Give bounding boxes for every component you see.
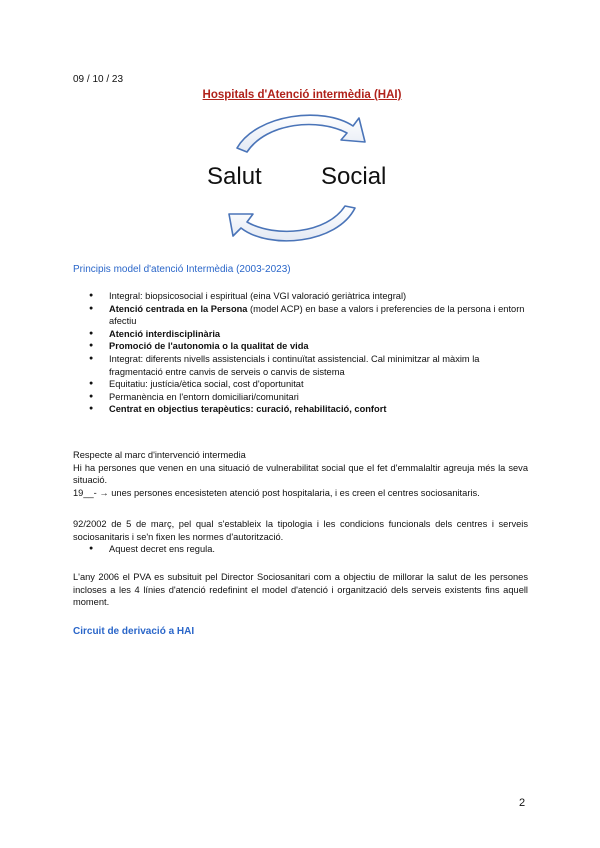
page-number: 2	[519, 797, 526, 809]
paragraph-line: Respecte al marc d'intervenció intermedia	[73, 450, 246, 460]
list-item: ● Equitatiu: justícia/ètica social, cost d'oportunitat	[73, 378, 528, 391]
principis-list	[73, 290, 528, 416]
list-item: ● Integrat: diferents nivells assistencials i continuïtat assistencial. Cal minimitzar al màxim la fragmentació entre canvis de serveis o canvis de sistema	[73, 353, 528, 378]
list-item: ● Permanència en l'entorn domiciliari/comunitari	[73, 391, 528, 404]
top-cycle-arrow	[237, 115, 365, 152]
paragraph-2006	[73, 571, 528, 609]
paragraph-line: L'any 2006 el PVA es subsituit pel Director Sociosanitari com a objectiu de millorar la salut de les persones incloses a les 4 línies d'atenció redefinint el model d'atenció i organització dels serveis existents fins aquell moment.	[73, 572, 528, 608]
page-title-text: Hospitals d'Atenció intermèdia (HAI)	[202, 89, 402, 101]
list-item: ● Atenció interdisciplinària	[73, 328, 528, 341]
section-heading-circuit: Circuit de derivació a HAI	[73, 626, 195, 637]
paragraph-line: 19__- → unes persones encesisteten atenció post hospitalaria, i es creen el centres sociosanitaris.	[73, 487, 480, 498]
salut-social-diagram	[195, 108, 410, 248]
diagram-word-social: Social	[321, 163, 387, 190]
list-item: ● Centrat en objectius terapèutics: curació, rehabilitació, confort	[73, 403, 528, 416]
paragraph-decret	[73, 518, 528, 556]
page-title	[0, 89, 600, 101]
bottom-cycle-arrow	[229, 206, 355, 241]
diagram-word-salut: Salut	[207, 163, 262, 190]
section-heading-principis: Principis model d'atenció Intermèdia (2003-2023)	[73, 264, 291, 275]
paragraph-line: 92/2002 de 5 de març, pel qual s'estableix la tipologia i les condicions funcionals dels centres i serveis sociosanitaris i se'n fixen les normes d'autorització.	[73, 519, 528, 542]
paragraph-line: Hi ha persones que venen en una situació de vulnerabilitat social que el fet d'emmalaltir agreuja més la seva situació.	[73, 462, 528, 486]
date: 09 / 10 / 23	[73, 74, 124, 85]
list-item: ● Promoció de l'autonomia o la qualitat de vida	[73, 340, 528, 353]
list-item: ● Aquest decret ens regula.	[73, 543, 528, 556]
list-item: ● Atenció centrada en la Persona (model ACP) en base a valors i preferencies de la persona i entorn afectiu	[73, 303, 528, 328]
list-item: ● Integral: biopsicosocial i espiritual (eina VGI valoració geriàtrica integral)	[73, 290, 528, 303]
paragraph-marc	[73, 449, 528, 499]
